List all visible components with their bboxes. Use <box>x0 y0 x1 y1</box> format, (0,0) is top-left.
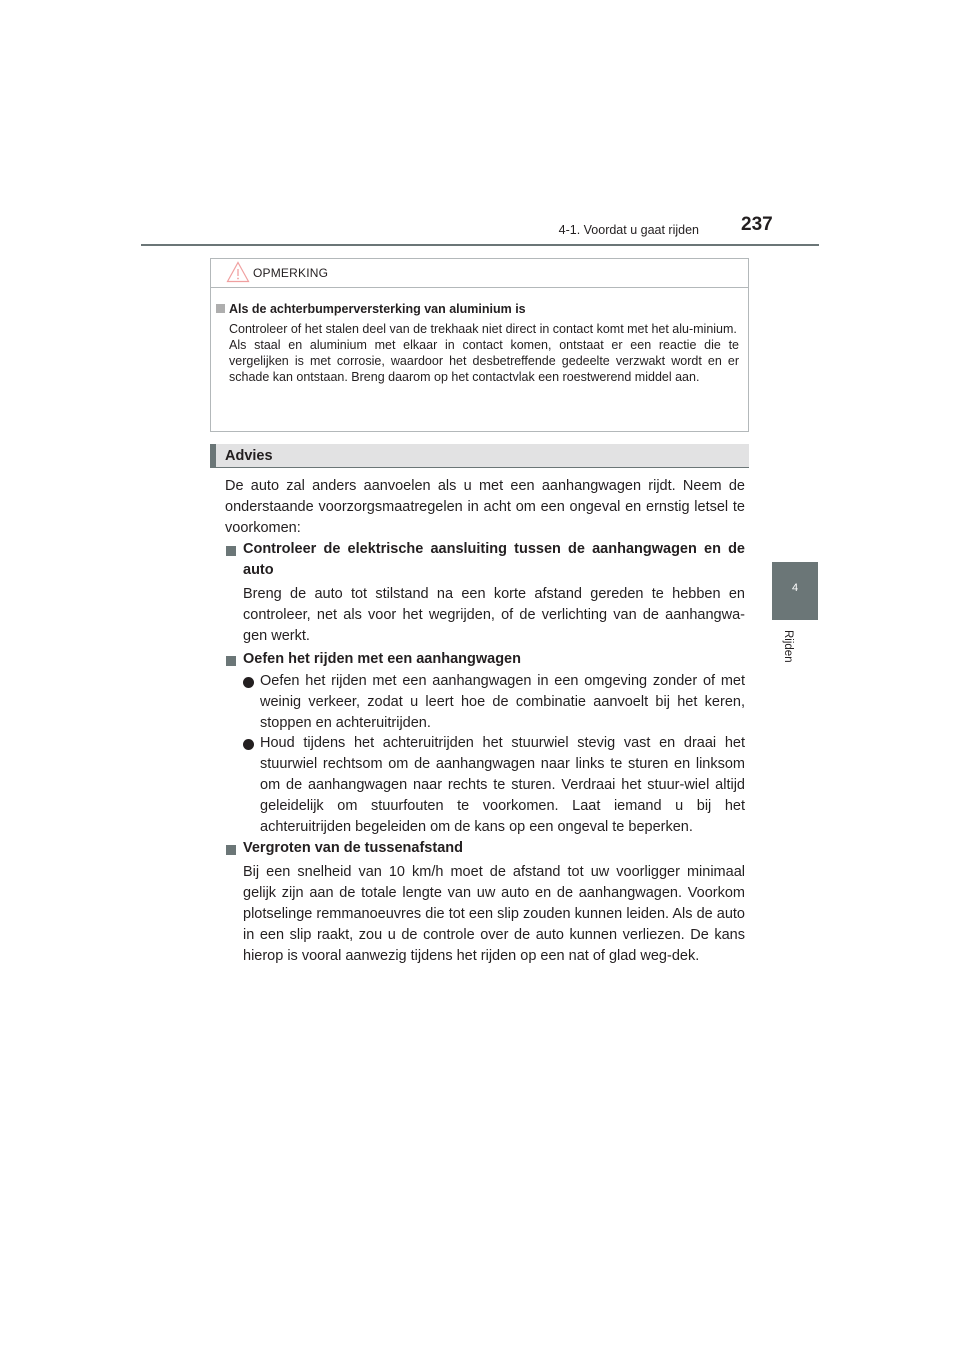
advies-title: Advies <box>225 448 273 464</box>
advies-intro: De auto zal anders aanvoelen als u met een aanhangwagen rijdt. Neem de onderstaande voorzorgsmaatregelen in acht om een ongeval en ernstig letsel te voorkomen: <box>225 478 745 536</box>
section-reference: 4-1. Voordat u gaat rijden <box>558 223 699 237</box>
section-square-marker <box>226 546 236 556</box>
section-square-marker <box>226 656 236 666</box>
section-heading: Oefen het rijden met een aanhangwagen <box>243 651 521 667</box>
section-text: Breng de auto tot stilstand na een korte afstand gereden te hebben en controleer, net als voor het wegrijden, of de verlichting van de aanhangwa-gen werkt. <box>243 586 745 644</box>
page-header <box>0 0 960 250</box>
notice-title: OPMERKING <box>253 266 329 280</box>
section-heading: Vergroten van de tussenafstand <box>243 840 463 856</box>
bullet-text: Oefen het rijden met een aanhangwagen in een omgeving zonder of met weinig verkeer, zodat u leert hoe de combinatie aanvoelt bij het keren, stoppen en achteruitrijden. <box>260 673 745 731</box>
notice-paragraph: Als staal en aluminium met elkaar in contact komen, ontstaat er een reactie die te vergelijken is met corrosie, waardoor het desbetreffende gedeelte verzwakt wordt en er schade kan ontstaan. Breng daarom op het contactvlak een roestwerend middel aan. <box>229 338 739 384</box>
notice-paragraph: Controleer of het stalen deel van de trekhaak niet direct in contact komt met het alu-minium. <box>229 322 737 336</box>
section-heading: Controleer de elektrische aansluiting tussen de aanhangwagen en de auto <box>243 541 745 578</box>
section-text: Bij een snelheid van 10 km/h moet de afstand tot uw voorligger minimaal gelijk zijn aan de totale lengte van uw auto en de aanhangwagen. Voorkom plotselinge remmanoeuvres die tot een slip zouden kunnen leiden. Als de auto in een slip raakt, zou u de controle over de auto kunnen verliezen. De kans hierop is vooral aanwezig tijdens het rijden op een nat of glad weg-dek. <box>243 864 745 964</box>
bullet-dot <box>243 739 254 750</box>
page-number: 237 <box>741 214 773 235</box>
chapter-number: 4 <box>791 582 799 594</box>
notice-header <box>211 259 748 288</box>
chapter-label: Rijden <box>782 630 794 663</box>
advies-heading-bar <box>210 444 749 468</box>
chapter-tab <box>772 562 818 620</box>
notice-box <box>210 258 749 432</box>
bullet-text: Houd tijdens het achteruitrijden het stuurwiel stevig vast en draai het stuurwiel rechtsom om de aanhangwagen naar links te sturen en linksom om de aanhangwagen naar rechts te sturen. Verdraai het stuur-wiel altijd geleidelijk om stuurfouten te voorkomen. Laat iemand u bij het achteruitrijden begeleiden om de kans op een ongeval te beperken. <box>260 735 745 835</box>
header-rule <box>141 244 819 246</box>
warning-triangle-icon <box>226 261 250 283</box>
bullet-dot <box>243 677 254 688</box>
notice-subheading: Als de achterbumperversterking van aluminium is <box>229 302 526 316</box>
notice-square-marker <box>216 304 225 313</box>
advies-marker <box>210 444 216 467</box>
chapter-label-container <box>778 630 810 670</box>
section-square-marker <box>226 845 236 855</box>
notice-body <box>229 321 739 385</box>
